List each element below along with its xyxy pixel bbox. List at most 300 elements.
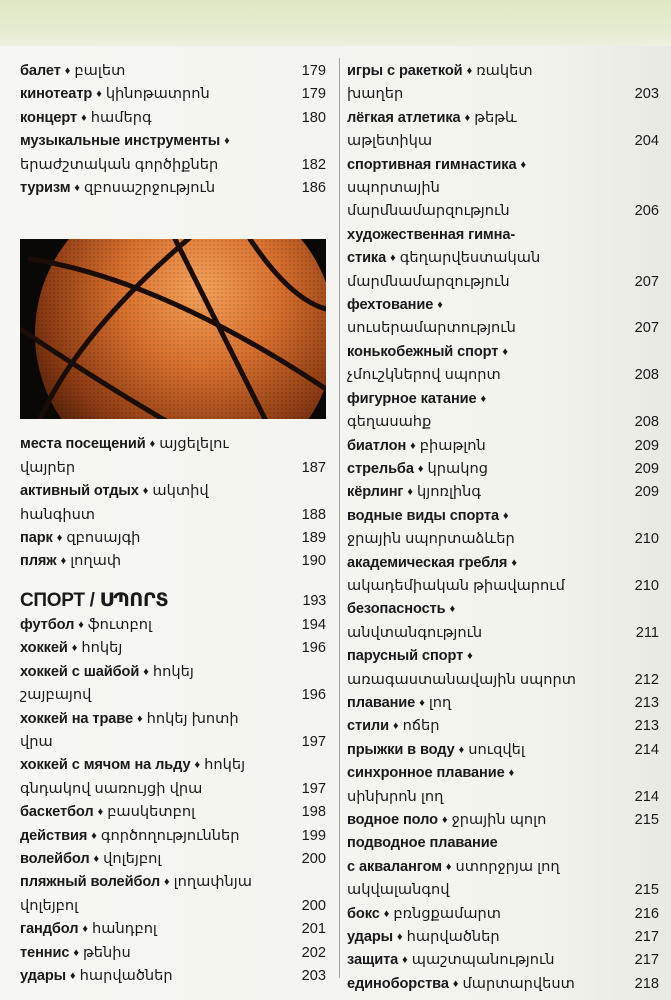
russian-term: теннис bbox=[20, 944, 70, 961]
page-number: 179 bbox=[301, 63, 326, 79]
armenian-term: բիաթլոն bbox=[419, 437, 486, 454]
diamond-separator-icon: ♦ bbox=[60, 555, 67, 568]
armenian-term: հանգիստ bbox=[20, 506, 96, 523]
armenian-term: սուսերամարտություն bbox=[347, 320, 516, 337]
index-entry-line bbox=[20, 895, 326, 918]
index-entry-line bbox=[20, 177, 326, 200]
russian-term: удары bbox=[347, 929, 394, 946]
section-heading-sport bbox=[20, 588, 326, 614]
page-number: 206 bbox=[634, 203, 659, 220]
russian-term: места посещений bbox=[20, 436, 146, 453]
index-entry-line bbox=[20, 637, 326, 660]
index-entry-line bbox=[20, 614, 326, 637]
armenian-term: համերգ bbox=[90, 109, 152, 126]
russian-term: хоккей с мячом на льду bbox=[20, 757, 191, 774]
armenian-term: խաղեր bbox=[347, 86, 404, 103]
armenian-term: ռակետ bbox=[476, 63, 533, 79]
index-entry bbox=[20, 825, 326, 848]
page-number: 207 bbox=[634, 320, 659, 337]
diamond-separator-icon: ♦ bbox=[194, 759, 201, 772]
index-entry bbox=[347, 107, 659, 154]
russian-term: парусный спорт bbox=[347, 648, 464, 665]
russian-term: биатлон bbox=[347, 437, 407, 454]
diamond-separator-icon: ♦ bbox=[136, 712, 143, 725]
page-number: 208 bbox=[634, 367, 659, 384]
page-number: 214 bbox=[634, 741, 659, 758]
index-entry-line bbox=[347, 458, 659, 481]
index-entry-line bbox=[20, 778, 326, 801]
index-entry-line bbox=[20, 130, 326, 153]
page-number: 213 bbox=[634, 718, 659, 735]
index-entry bbox=[20, 433, 326, 480]
column-divider bbox=[339, 58, 340, 978]
armenian-term: ջրային սպորտաձևեր bbox=[347, 531, 515, 548]
index-entry-line bbox=[20, 918, 326, 941]
page-number: 208 bbox=[634, 414, 659, 431]
diamond-separator-icon: ♦ bbox=[449, 603, 456, 616]
page-number: 200 bbox=[301, 897, 326, 914]
index-group-leisure bbox=[20, 60, 326, 200]
russian-term: художественная гимна- bbox=[347, 226, 516, 243]
index-entry-line bbox=[20, 848, 326, 871]
russian-term: единоборства bbox=[347, 975, 449, 992]
index-entry-line bbox=[347, 809, 659, 832]
page-number: 196 bbox=[301, 640, 326, 657]
page-number: 216 bbox=[634, 905, 659, 922]
russian-term: туризм bbox=[20, 180, 71, 197]
index-entry bbox=[347, 341, 659, 388]
armenian-term: ակադեմիական թիավարում bbox=[347, 577, 565, 594]
index-entry-line bbox=[347, 435, 659, 458]
diamond-separator-icon: ♦ bbox=[71, 642, 78, 655]
armenian-term: հանդբոլ bbox=[92, 921, 157, 938]
page-number: 204 bbox=[634, 133, 659, 150]
index-entry-line bbox=[20, 731, 326, 754]
index-entry bbox=[20, 83, 326, 106]
index-entry-line bbox=[347, 926, 659, 949]
index-entry-line bbox=[347, 786, 659, 809]
armenian-term: բռնցքամարտ bbox=[393, 905, 502, 922]
index-entry bbox=[20, 107, 326, 130]
page-number: 209 bbox=[634, 484, 659, 501]
left-column bbox=[20, 60, 326, 988]
index-entry bbox=[20, 871, 326, 918]
russian-term: фехтование bbox=[347, 297, 434, 314]
index-entry bbox=[20, 661, 326, 708]
diamond-separator-icon: ♦ bbox=[91, 829, 97, 842]
armenian-term: լողափ bbox=[70, 553, 122, 570]
index-entry bbox=[347, 832, 659, 902]
index-entry-line bbox=[347, 762, 659, 785]
armenian-term: թենիս bbox=[83, 944, 131, 961]
basketball-photo bbox=[20, 239, 326, 419]
russian-term: удары bbox=[20, 967, 67, 984]
armenian-term: սպորտային bbox=[347, 180, 440, 197]
page-number: 209 bbox=[634, 437, 659, 454]
index-entry-line bbox=[347, 645, 659, 668]
index-entry bbox=[20, 754, 326, 801]
index-entry-line bbox=[347, 903, 659, 926]
index-entry-line bbox=[20, 754, 326, 777]
index-entry-line bbox=[347, 949, 659, 972]
index-entry-line bbox=[347, 528, 659, 551]
russian-term: действия bbox=[20, 827, 88, 844]
russian-term: безопасность bbox=[347, 601, 446, 618]
index-entry-line bbox=[347, 856, 659, 879]
diamond-separator-icon: ♦ bbox=[441, 814, 448, 826]
russian-term: футбол bbox=[20, 616, 75, 633]
russian-term: плавание bbox=[347, 694, 416, 711]
index-entry-line bbox=[20, 154, 326, 177]
diamond-separator-icon: ♦ bbox=[502, 345, 508, 358]
index-entry bbox=[20, 801, 326, 824]
page-number: 190 bbox=[301, 553, 326, 570]
armenian-term: գեղարվեստական bbox=[399, 250, 541, 267]
armenian-term: սինխրոն լող bbox=[347, 788, 444, 805]
page-number: 200 bbox=[301, 850, 326, 867]
page-number: 186 bbox=[301, 180, 326, 197]
page-number: 211 bbox=[635, 624, 659, 641]
index-entry-line bbox=[20, 942, 326, 965]
diamond-separator-icon: ♦ bbox=[81, 111, 87, 124]
index-entry-line bbox=[347, 247, 659, 270]
diamond-separator-icon: ♦ bbox=[82, 923, 89, 936]
index-entry bbox=[20, 848, 326, 871]
index-group-sport-continued bbox=[347, 60, 659, 996]
index-entry bbox=[347, 294, 659, 341]
index-entry bbox=[20, 527, 326, 550]
index-entry-line bbox=[20, 661, 326, 684]
index-entry bbox=[347, 598, 659, 645]
index-group-places bbox=[20, 433, 326, 573]
diamond-separator-icon: ♦ bbox=[437, 299, 443, 312]
diamond-separator-icon: ♦ bbox=[458, 743, 465, 756]
index-entry-line bbox=[347, 154, 659, 177]
index-entry-line bbox=[20, 871, 326, 894]
russian-term: лёгкая атлетика bbox=[347, 109, 461, 126]
index-entry-line bbox=[347, 598, 659, 621]
russian-term: синхронное плавание bbox=[347, 765, 505, 782]
diamond-separator-icon: ♦ bbox=[142, 485, 149, 498]
index-entry-line bbox=[347, 692, 659, 715]
russian-term: пляж bbox=[20, 553, 57, 570]
index-entry-line bbox=[20, 527, 326, 550]
index-entry-line bbox=[20, 457, 326, 480]
index-entry-line bbox=[347, 317, 659, 340]
index-entry-line bbox=[347, 973, 659, 996]
armenian-term: հոկեյ bbox=[204, 757, 246, 774]
top-color-band bbox=[0, 0, 671, 46]
russian-term: балет bbox=[20, 63, 61, 79]
russian-term: пляжный волейбол bbox=[20, 874, 160, 891]
armenian-term: ոճեր bbox=[402, 718, 440, 735]
russian-term: спортивная гимнастика bbox=[347, 156, 517, 173]
diamond-separator-icon: ♦ bbox=[143, 665, 149, 678]
diamond-separator-icon: ♦ bbox=[392, 720, 399, 733]
index-entry bbox=[347, 458, 659, 481]
armenian-term: հարվածներ bbox=[79, 967, 173, 984]
diamond-separator-icon: ♦ bbox=[96, 88, 102, 101]
section-title: СПОРТ / ՍՊՈՐՏ bbox=[20, 589, 169, 611]
diamond-separator-icon: ♦ bbox=[467, 650, 473, 663]
index-entry-line bbox=[347, 879, 659, 902]
diamond-separator-icon: ♦ bbox=[410, 439, 416, 452]
page-number: 209 bbox=[634, 460, 659, 477]
armenian-term: գեղասահք bbox=[347, 414, 432, 431]
index-entry-line bbox=[347, 107, 659, 130]
right-column bbox=[347, 60, 659, 996]
armenian-term: գործողություններ bbox=[100, 827, 240, 844]
armenian-term: սուզվել bbox=[468, 741, 525, 758]
russian-term: водные виды спорта bbox=[347, 507, 499, 524]
index-entry-line bbox=[347, 739, 659, 762]
page-number: 212 bbox=[634, 671, 659, 688]
diamond-separator-icon: ♦ bbox=[508, 767, 515, 780]
russian-term: гандбол bbox=[20, 921, 79, 938]
index-entry bbox=[347, 154, 659, 224]
diamond-separator-icon: ♦ bbox=[511, 556, 517, 569]
page-number: 210 bbox=[634, 577, 659, 594]
armenian-term: լող bbox=[428, 694, 452, 711]
index-entry-line bbox=[347, 388, 659, 411]
index-entry bbox=[20, 637, 326, 660]
page-number: 180 bbox=[301, 109, 326, 126]
diamond-separator-icon: ♦ bbox=[417, 462, 424, 475]
diamond-separator-icon: ♦ bbox=[464, 111, 471, 124]
index-entry-line bbox=[20, 480, 326, 503]
page-number: 196 bbox=[301, 687, 326, 704]
index-entry bbox=[347, 949, 659, 972]
armenian-term: հարվածներ bbox=[406, 929, 500, 946]
index-entry bbox=[347, 388, 659, 435]
index-entry bbox=[20, 965, 326, 988]
index-entry bbox=[20, 918, 326, 941]
russian-term: кёрлинг bbox=[347, 484, 404, 501]
index-entry-line bbox=[347, 832, 659, 855]
index-group-sport bbox=[20, 614, 326, 989]
index-entry bbox=[347, 435, 659, 458]
russian-term: музыкальные инструменты bbox=[20, 133, 221, 150]
page-number: 207 bbox=[634, 273, 659, 290]
russian-term: волейбол bbox=[20, 850, 90, 867]
page-number: 187 bbox=[301, 459, 326, 476]
armenian-term: ստորջրյա լող bbox=[455, 858, 560, 875]
diamond-separator-icon: ♦ bbox=[407, 486, 414, 499]
armenian-term: զբոսայգի bbox=[66, 530, 141, 547]
page-number: 201 bbox=[301, 921, 326, 938]
armenian-term: աթլետիկա bbox=[347, 133, 433, 150]
russian-term: конькобежный спорт bbox=[347, 343, 499, 360]
index-entry-line bbox=[20, 107, 326, 130]
index-entry-line bbox=[347, 341, 659, 364]
armenian-term: լողափնյա bbox=[173, 874, 252, 891]
page-number: 199 bbox=[301, 827, 326, 844]
index-entry bbox=[347, 762, 659, 809]
index-entry bbox=[347, 739, 659, 762]
index-entry-line bbox=[20, 965, 326, 988]
diamond-separator-icon: ♦ bbox=[93, 852, 100, 865]
index-entry bbox=[20, 550, 326, 573]
index-entry bbox=[347, 926, 659, 949]
armenian-term: վոլեյբոլ bbox=[103, 850, 162, 867]
page-number: 213 bbox=[634, 694, 659, 711]
diamond-separator-icon: ♦ bbox=[383, 907, 390, 920]
index-entry-line bbox=[20, 433, 326, 456]
page-number: 215 bbox=[634, 882, 659, 899]
page-number: 215 bbox=[634, 812, 659, 828]
armenian-term: երաժշտական գործիքներ bbox=[20, 156, 219, 173]
diamond-separator-icon: ♦ bbox=[64, 65, 71, 77]
armenian-term: հոկեյ խոտի bbox=[146, 710, 239, 727]
index-entry bbox=[20, 708, 326, 755]
index-entry bbox=[20, 614, 326, 637]
diamond-separator-icon: ♦ bbox=[402, 954, 408, 967]
russian-term: с аквалангом bbox=[347, 858, 442, 875]
diamond-separator-icon: ♦ bbox=[520, 158, 527, 171]
diamond-separator-icon: ♦ bbox=[480, 392, 487, 405]
russian-term: кинотеатр bbox=[20, 86, 93, 103]
diamond-separator-icon: ♦ bbox=[419, 696, 425, 709]
index-entry bbox=[20, 480, 326, 527]
index-entry bbox=[20, 60, 326, 83]
page-number: 189 bbox=[301, 530, 326, 547]
index-entry bbox=[347, 715, 659, 738]
armenian-term: շայբայով bbox=[20, 687, 92, 704]
armenian-term: պաշտպանություն bbox=[411, 952, 555, 969]
page-number: 203 bbox=[301, 967, 326, 984]
diamond-separator-icon: ♦ bbox=[70, 969, 76, 982]
armenian-term: ակտիվ bbox=[152, 483, 209, 500]
index-entry-line bbox=[347, 177, 659, 200]
index-entry-line bbox=[347, 83, 659, 106]
page-number: 198 bbox=[301, 804, 326, 821]
index-entry-line bbox=[347, 364, 659, 387]
page-number: 197 bbox=[301, 733, 326, 750]
page-number: 182 bbox=[301, 156, 326, 173]
index-entry-line bbox=[20, 801, 326, 824]
diamond-separator-icon: ♦ bbox=[73, 946, 80, 959]
index-entry-line bbox=[347, 669, 659, 692]
index-entry bbox=[20, 942, 326, 965]
russian-term: стрельба bbox=[347, 460, 414, 477]
index-entry-line bbox=[347, 481, 659, 504]
index-entry-line bbox=[20, 504, 326, 527]
russian-term: хоккей на траве bbox=[20, 710, 133, 727]
page-number: 218 bbox=[634, 975, 659, 992]
armenian-term: բասկետբոլ bbox=[107, 804, 196, 821]
diamond-separator-icon: ♦ bbox=[224, 135, 230, 148]
armenian-term: կրակոց bbox=[427, 460, 488, 477]
armenian-term: վայրեր bbox=[20, 459, 76, 476]
russian-term: защита bbox=[347, 952, 399, 969]
armenian-term: մարտարվեստ bbox=[462, 975, 575, 992]
index-entry bbox=[20, 130, 326, 177]
index-entry bbox=[347, 645, 659, 692]
page-number: 210 bbox=[634, 531, 659, 548]
index-entry bbox=[347, 552, 659, 599]
page-number: 217 bbox=[634, 929, 659, 946]
armenian-term: բալետ bbox=[74, 63, 126, 79]
index-entry-line bbox=[347, 271, 659, 294]
basketball-illustration bbox=[20, 239, 326, 419]
russian-term: хоккей bbox=[20, 640, 68, 657]
page-number: 197 bbox=[301, 780, 326, 797]
armenian-term: գնդակով սառույցի վրա bbox=[20, 780, 203, 797]
diamond-separator-icon: ♦ bbox=[56, 532, 63, 545]
diamond-separator-icon: ♦ bbox=[502, 509, 509, 522]
armenian-term: կյոռլինգ bbox=[417, 484, 482, 501]
index-entry-line bbox=[20, 708, 326, 731]
index-entry-line bbox=[347, 200, 659, 223]
index-entry bbox=[347, 505, 659, 552]
russian-term: академическая гребля bbox=[347, 554, 508, 571]
armenian-term: չմուշկներով սպորտ bbox=[347, 367, 501, 384]
russian-term: прыжки в воду bbox=[347, 741, 455, 758]
index-entry bbox=[347, 973, 659, 996]
index-entry-line bbox=[347, 294, 659, 317]
diamond-separator-icon: ♦ bbox=[452, 977, 459, 990]
russian-term: хоккей с шайбой bbox=[20, 663, 140, 680]
index-entry-line bbox=[347, 130, 659, 153]
index-entry-line bbox=[347, 411, 659, 434]
russian-term: концерт bbox=[20, 109, 78, 126]
russian-term: баскетбол bbox=[20, 804, 94, 821]
armenian-term: անվտանգություն bbox=[347, 624, 483, 641]
armenian-term: հոկեյ bbox=[81, 640, 123, 657]
diamond-separator-icon: ♦ bbox=[445, 860, 452, 873]
page-number: 179 bbox=[301, 86, 326, 103]
index-entry bbox=[347, 692, 659, 715]
armenian-term: վոլեյբոլ bbox=[20, 897, 79, 914]
armenian-term: թեթև bbox=[474, 109, 517, 126]
armenian-term: ակվալանգով bbox=[347, 882, 450, 899]
page-number: 202 bbox=[301, 944, 326, 961]
page-number: 214 bbox=[634, 788, 659, 805]
russian-term: парк bbox=[20, 530, 53, 547]
index-entry-line bbox=[347, 224, 659, 247]
section-page-number: 193 bbox=[302, 592, 326, 609]
index-entry bbox=[347, 481, 659, 504]
armenian-term: ջրային պոլո bbox=[451, 812, 547, 828]
index-entry-line bbox=[347, 715, 659, 738]
armenian-term: մարմնամարզություն bbox=[347, 273, 510, 290]
index-entry-line bbox=[347, 552, 659, 575]
page-number: 194 bbox=[301, 616, 326, 633]
armenian-term: մարմնամարզություն bbox=[347, 203, 510, 220]
russian-term: стили bbox=[347, 718, 389, 735]
diamond-separator-icon: ♦ bbox=[97, 806, 104, 819]
page-number: 203 bbox=[634, 86, 659, 103]
index-entry-line bbox=[347, 505, 659, 528]
armenian-term: հոկեյ bbox=[152, 663, 194, 680]
russian-term: бокс bbox=[347, 905, 380, 922]
index-entry-line bbox=[347, 622, 659, 645]
diamond-separator-icon: ♦ bbox=[466, 65, 473, 77]
index-entry bbox=[347, 903, 659, 926]
diamond-separator-icon: ♦ bbox=[149, 438, 156, 451]
diamond-separator-icon: ♦ bbox=[78, 618, 84, 631]
index-entry bbox=[347, 60, 659, 107]
index-entry-line bbox=[347, 575, 659, 598]
index-entry-line bbox=[20, 684, 326, 707]
page-number: 217 bbox=[634, 952, 659, 969]
russian-term: игры с ракеткой bbox=[347, 63, 463, 79]
armenian-term: վրա bbox=[20, 733, 53, 750]
diamond-separator-icon: ♦ bbox=[390, 252, 396, 265]
diamond-separator-icon: ♦ bbox=[163, 876, 170, 889]
diamond-separator-icon: ♦ bbox=[74, 182, 81, 195]
index-entry-line bbox=[20, 550, 326, 573]
